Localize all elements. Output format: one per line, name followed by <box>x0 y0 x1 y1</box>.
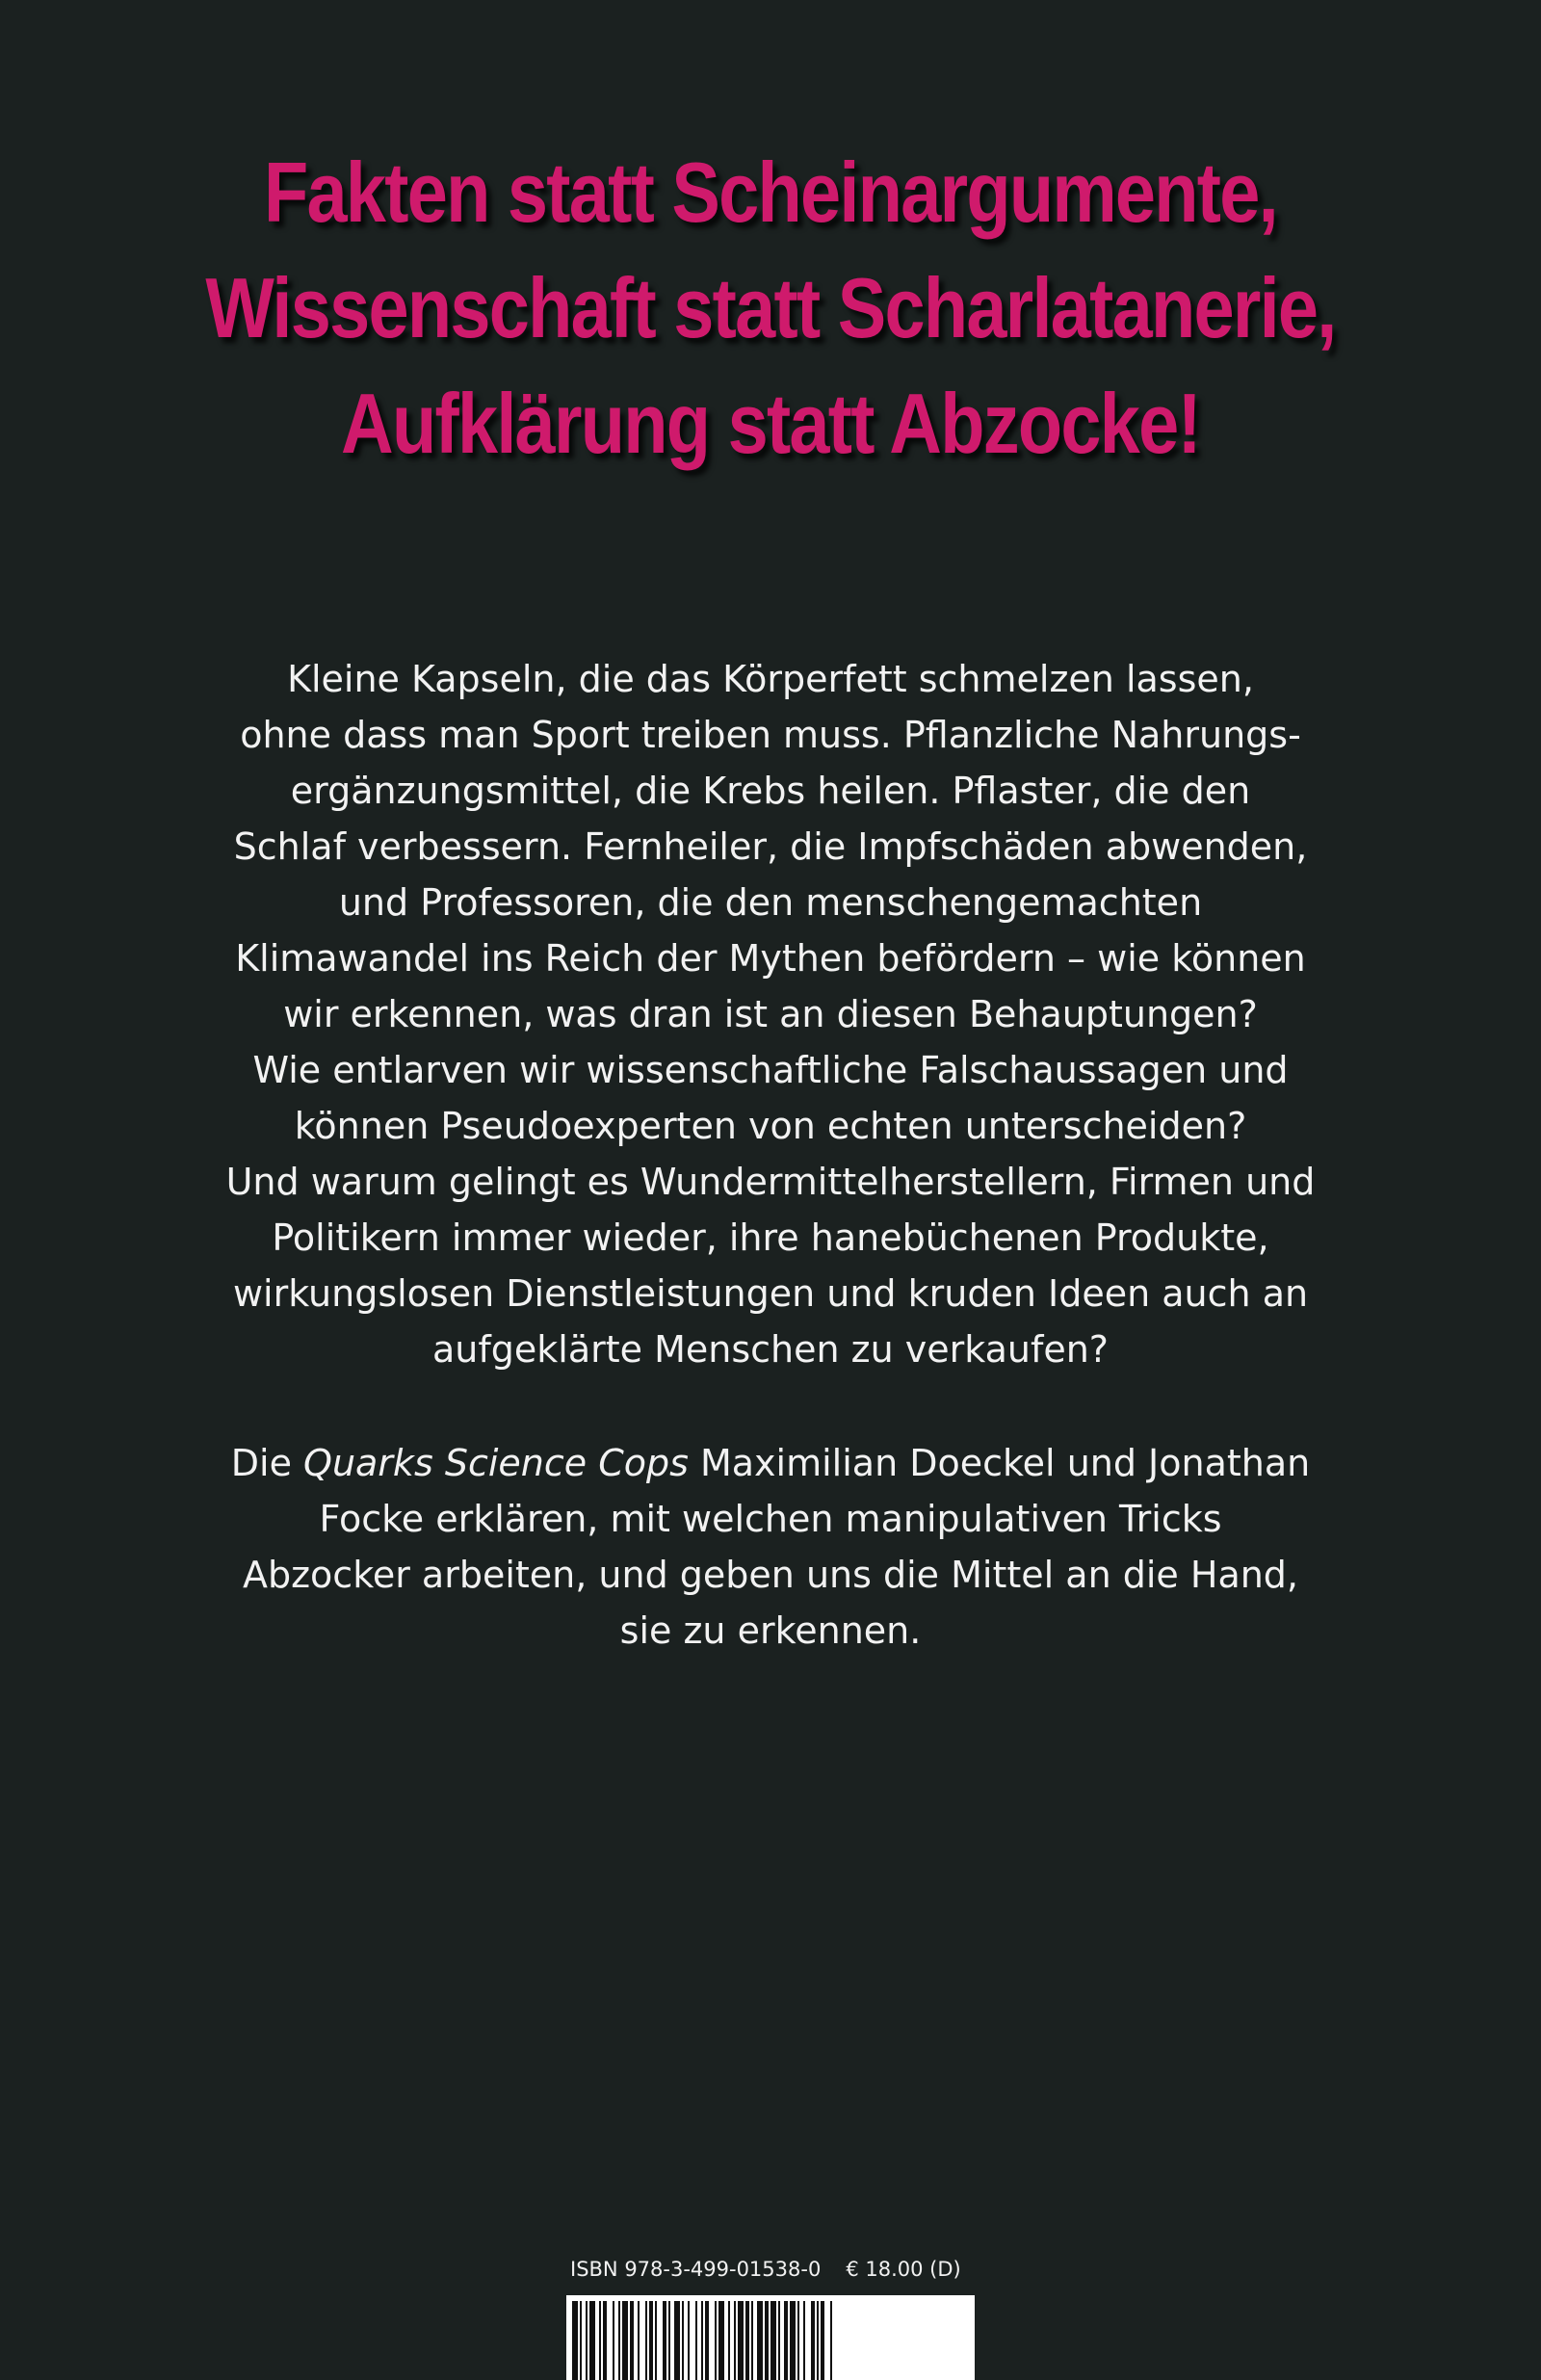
text-line: ergänzungsmittel, die Krebs heilen. Pflaster, die den <box>290 770 1251 812</box>
barcode-bar <box>770 2301 776 2380</box>
description-paragraph-2 <box>173 1435 1368 1659</box>
text-fragment: Die <box>230 1442 304 1484</box>
barcode-bar <box>599 2301 601 2380</box>
description-paragraph-1 <box>173 651 1368 1377</box>
headline <box>108 135 1433 482</box>
isbn-price-row <box>570 2256 975 2283</box>
barcode-bar <box>655 2301 657 2380</box>
barcode-bar <box>728 2301 730 2380</box>
text-line: wir erkennen, was dran ist an diesen Behauptungen? <box>283 993 1258 1035</box>
text-line: Focke erklären, mit welchen manipulativen Tricks <box>319 1498 1222 1540</box>
barcode-bar <box>586 2301 588 2380</box>
barcode-bar <box>638 2301 640 2380</box>
text-line: aufgeklärte Menschen zu verkaufen? <box>432 1328 1109 1371</box>
text-line: ohne dass man Sport treiben muss. Pflanzliche Nahrungs- <box>240 714 1301 756</box>
text-line: Schlaf verbessern. Fernheiler, die Impfschäden abwenden, <box>233 825 1308 868</box>
barcode-bar <box>695 2301 697 2380</box>
text-line: Abzocker arbeiten, und geben uns die Mittel an die Hand, <box>242 1554 1299 1596</box>
barcode-bar <box>701 2301 703 2380</box>
barcode-bar <box>803 2301 805 2380</box>
barcode-bar <box>784 2301 788 2380</box>
barcode-bar <box>715 2301 717 2380</box>
text-line: Und warum gelingt es Wundermittelherstellern, Firmen und <box>225 1161 1316 1203</box>
barcode-bar <box>645 2301 647 2380</box>
barcode-bar <box>580 2301 582 2380</box>
barcode-bar <box>757 2301 763 2380</box>
text-line: Klimawandel ins Reich der Mythen befördern – wie können <box>235 937 1306 980</box>
text-line: Kleine Kapseln, die das Körperfett schmelzen lassen, <box>287 658 1254 700</box>
barcode-bar <box>674 2301 680 2380</box>
headline-line: Aufklärung statt Abzocke! <box>341 376 1200 471</box>
barcode-bar <box>790 2301 796 2380</box>
barcode-bar <box>572 2301 578 2380</box>
barcode-bar <box>811 2301 815 2380</box>
barcode-bar <box>778 2301 780 2380</box>
barcode-bar <box>589 2301 595 2380</box>
barcode-bar <box>797 2301 799 2380</box>
barcode-bar <box>630 2301 634 2380</box>
text-line: Politikern immer wieder, ihre hanebüchenen Produkte, <box>272 1216 1269 1259</box>
barcode-bar <box>649 2301 653 2380</box>
barcode <box>566 2295 975 2380</box>
headline-line: Fakten statt Scheinargumente, <box>264 144 1277 240</box>
barcode-bar <box>622 2301 628 2380</box>
text-line: Wie entlarven wir wissenschaftliche Falschaussagen und <box>252 1049 1289 1091</box>
barcode-bar <box>688 2301 690 2380</box>
text-line: und Professoren, die den menschengemachten <box>338 881 1203 924</box>
barcode-bar <box>738 2301 744 2380</box>
barcode-bar <box>821 2301 824 2380</box>
barcode-bar <box>765 2301 769 2380</box>
headline-line: Wissenschaft statt Scharlatanerie, <box>205 260 1336 355</box>
barcode-bar <box>682 2301 684 2380</box>
text-line: sie zu erkennen. <box>619 1609 922 1652</box>
barcode-bar <box>613 2301 614 2380</box>
barcode-bar <box>718 2301 724 2380</box>
barcode-bar <box>705 2301 709 2380</box>
show-title: Quarks Science Cops <box>303 1442 689 1484</box>
isbn-number: ISBN 978-3-499-01538-0 <box>570 2258 822 2281</box>
price-label: € 18.00 (D) <box>846 2258 961 2281</box>
text-line: wirkungslosen Dienstleistungen und kruden Ideen auch an <box>232 1272 1309 1315</box>
barcode-bar <box>618 2301 620 2380</box>
barcode-bar <box>603 2301 607 2380</box>
barcode-icon <box>572 2301 969 2380</box>
barcode-bar <box>734 2301 736 2380</box>
barcode-bar <box>751 2301 753 2380</box>
text-fragment: Maximilian Doeckel und Jonathan <box>688 1442 1311 1484</box>
barcode-bar <box>745 2301 749 2380</box>
barcode-bar <box>817 2301 819 2380</box>
barcode-bar <box>830 2301 832 2380</box>
text-line <box>173 1435 1368 1491</box>
barcode-bar <box>668 2301 670 2380</box>
text-line: können Pseudoexperten von echten unterscheiden? <box>294 1105 1247 1147</box>
barcode-bar <box>663 2301 666 2380</box>
